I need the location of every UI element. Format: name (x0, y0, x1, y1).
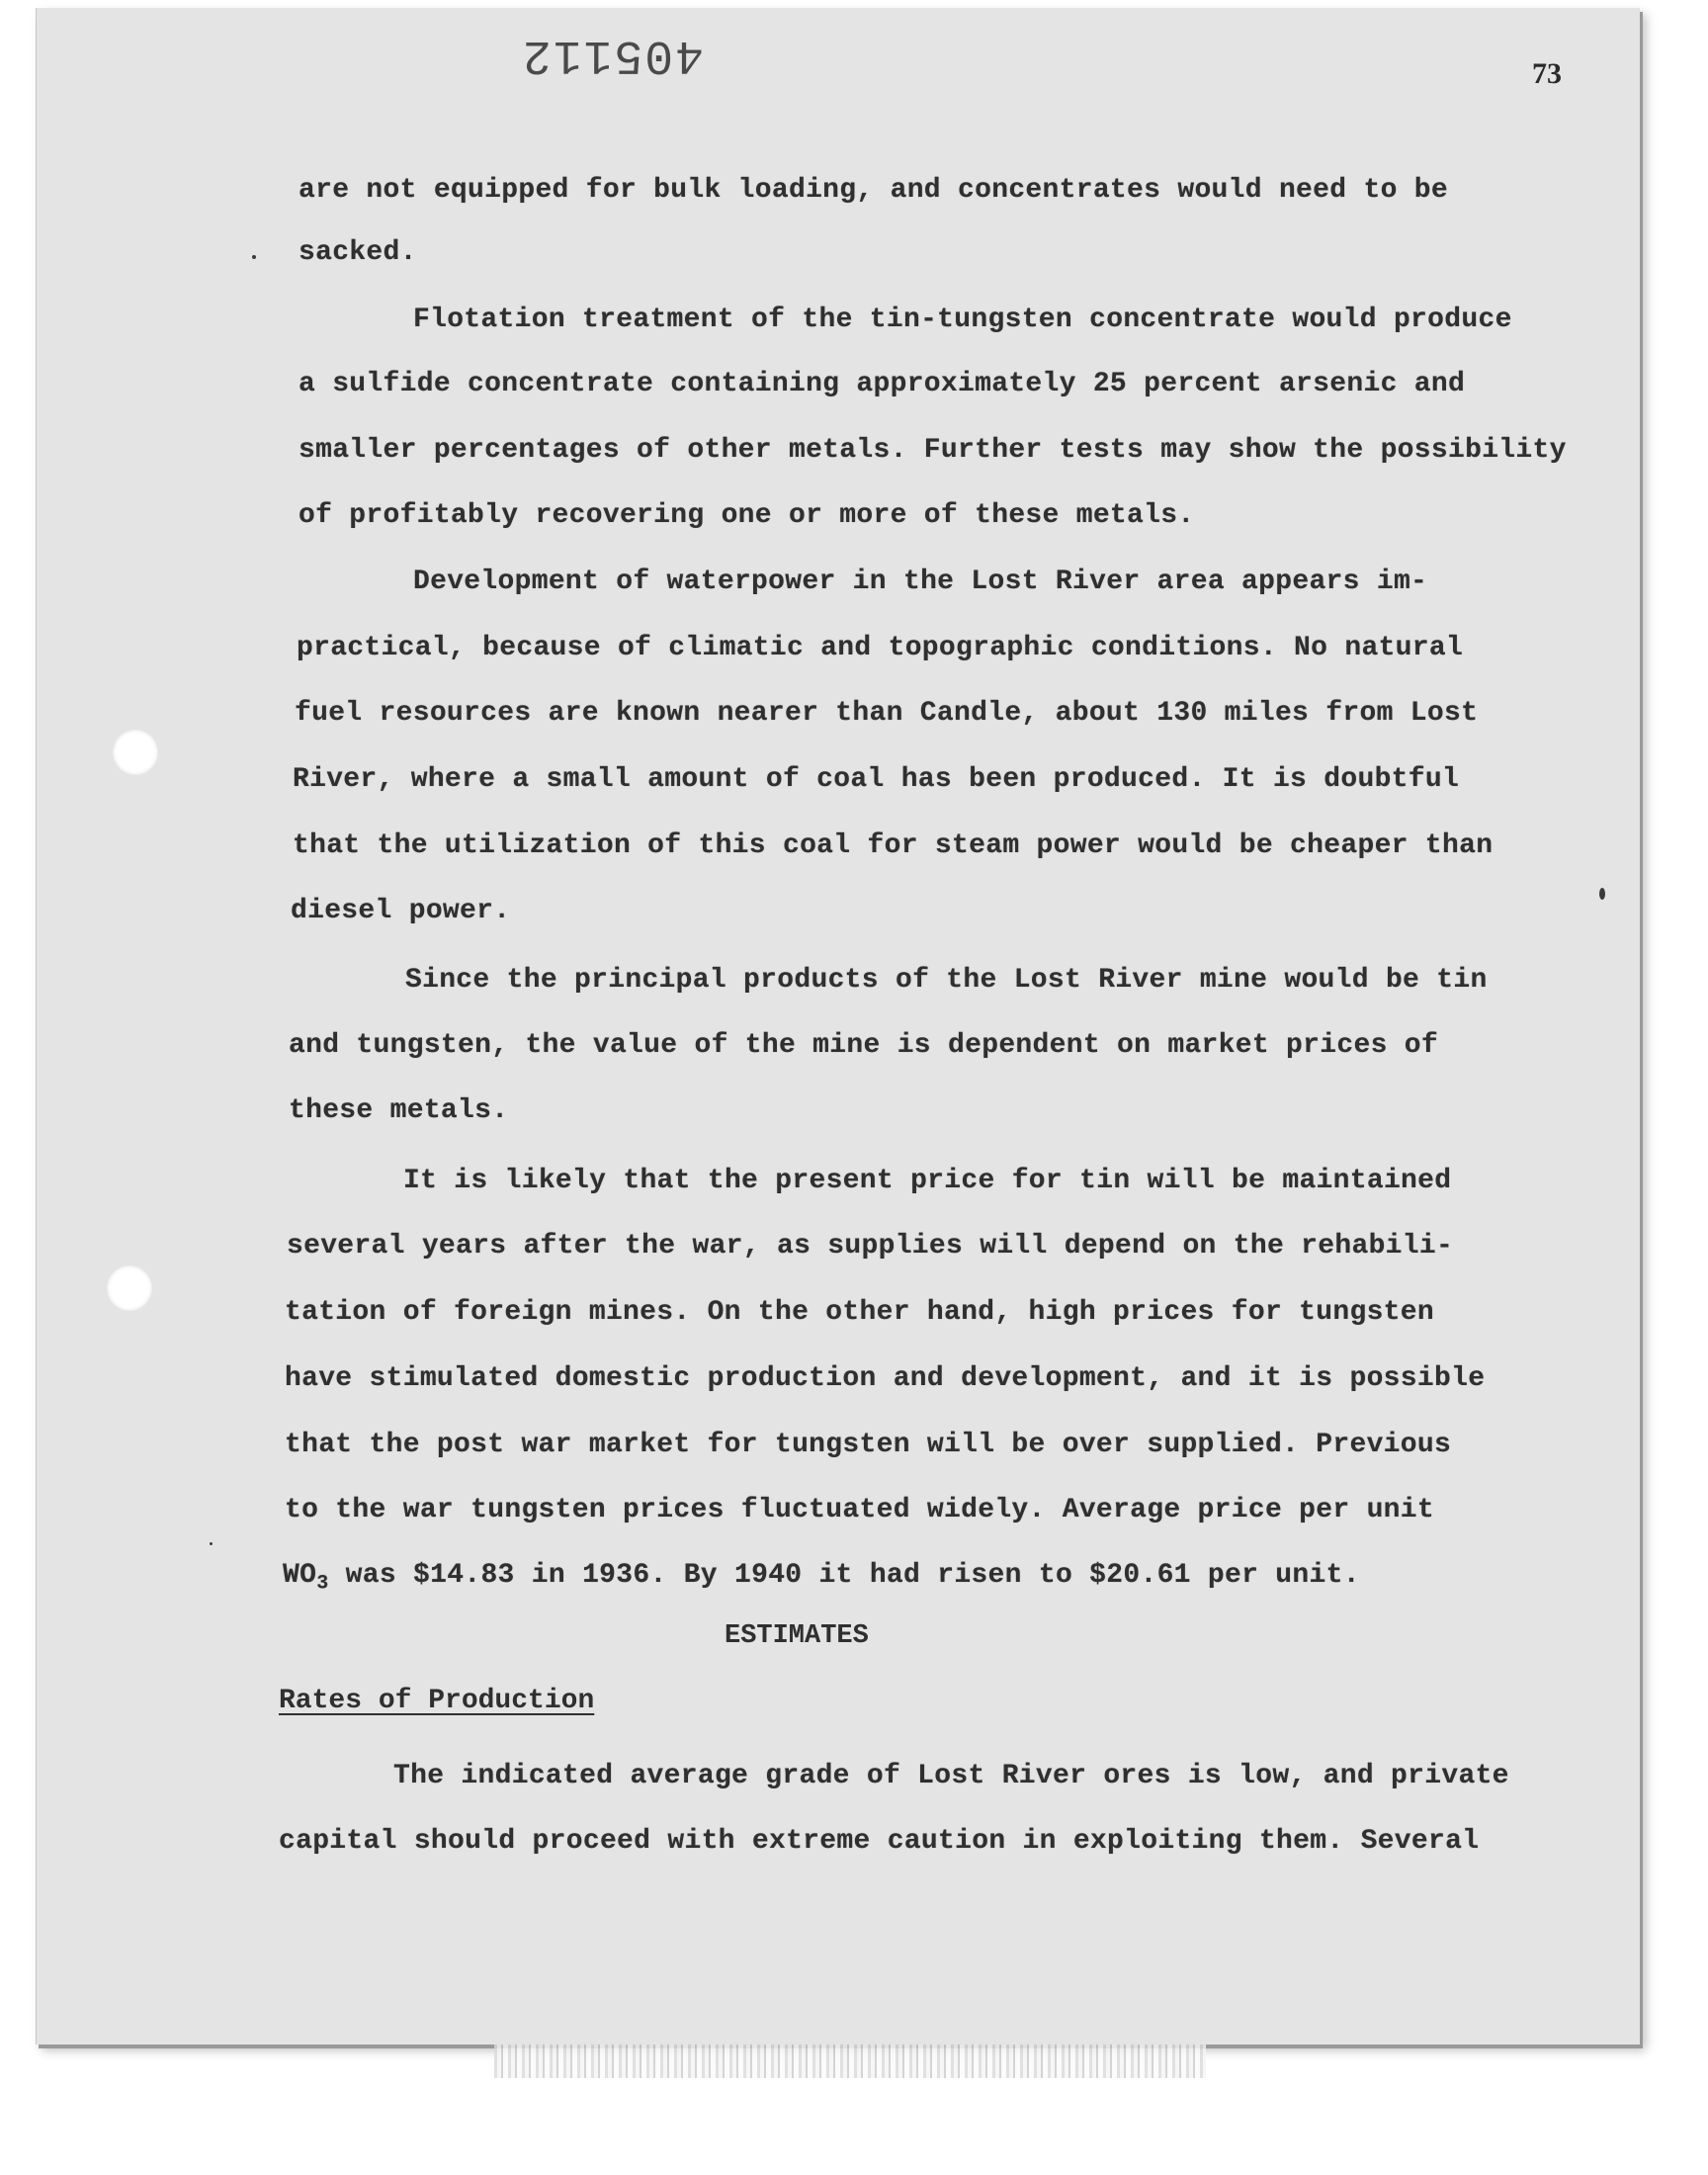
section-heading: ESTIMATES (725, 1621, 869, 1651)
text-line: tation of foreign mines. On the other hand, high prices for tungsten (285, 1297, 1434, 1328)
text-line: Flotation treatment of the tin-tungsten concentrate would produce (413, 304, 1512, 335)
text-line: that the utilization of this coal for steam power would be cheaper than (293, 830, 1494, 861)
text-line: diesel power. (291, 896, 511, 926)
punch-hole (107, 1265, 152, 1311)
scan-speck (252, 255, 256, 259)
text-line: The indicated average grade of Lost River ores is low, and private (393, 1761, 1509, 1791)
scan-speck (210, 1542, 213, 1545)
scan-speck (1599, 888, 1605, 900)
text-line: $WO_3$ was $14.83 in 1936. By 1940 it had risen to $20.61 per unit. (283, 1560, 1360, 1596)
text-line: to the war tungsten prices fluctuated widely. Average price per unit (285, 1495, 1434, 1525)
text-line: that the post war market for tungsten will be over supplied. Previous (285, 1430, 1452, 1460)
subsection-heading: Rates of Production (279, 1686, 595, 1716)
page-number: 73 (1532, 57, 1562, 90)
text-line: these metals. (289, 1095, 509, 1126)
punch-hole (113, 730, 158, 775)
text-line: of profitably recovering one or more of these metals. (299, 500, 1195, 531)
text-line: capital should proceed with extreme caution in exploiting them. Several (279, 1826, 1480, 1857)
text-line: It is likely that the present price for tin will be maintained (403, 1166, 1452, 1196)
text-line: are not equipped for bulk loading, and concentrates would need to be (299, 175, 1448, 206)
text-line: have stimulated domestic production and development, and it is possible (285, 1363, 1486, 1394)
text-line: smaller percentages of other metals. Further tests may show the possibility (299, 435, 1567, 466)
scan-artifact-strip (494, 2044, 1206, 2078)
text-line: several years after the war, as supplies will depend on the rehabili- (287, 1231, 1454, 1262)
text-line: sacked. (299, 237, 417, 268)
text-line: a sulfide concentrate containing approximately 25 percent arsenic and (299, 369, 1466, 399)
text-line: fuel resources are known nearer than Candle, about 130 miles from Lost (295, 698, 1479, 729)
document-stamp: 405112 (521, 28, 704, 81)
text-line: River, where a small amount of coal has been produced. It is doubtful (293, 764, 1460, 795)
text-line: Development of waterpower in the Lost River area appears im- (413, 566, 1428, 597)
text-line: Since the principal products of the Lost River mine would be tin (405, 965, 1488, 996)
text-line: practical, because of climatic and topographic conditions. No natural (297, 633, 1464, 663)
text-line: and tungsten, the value of the mine is dependent on market prices of (289, 1030, 1438, 1061)
